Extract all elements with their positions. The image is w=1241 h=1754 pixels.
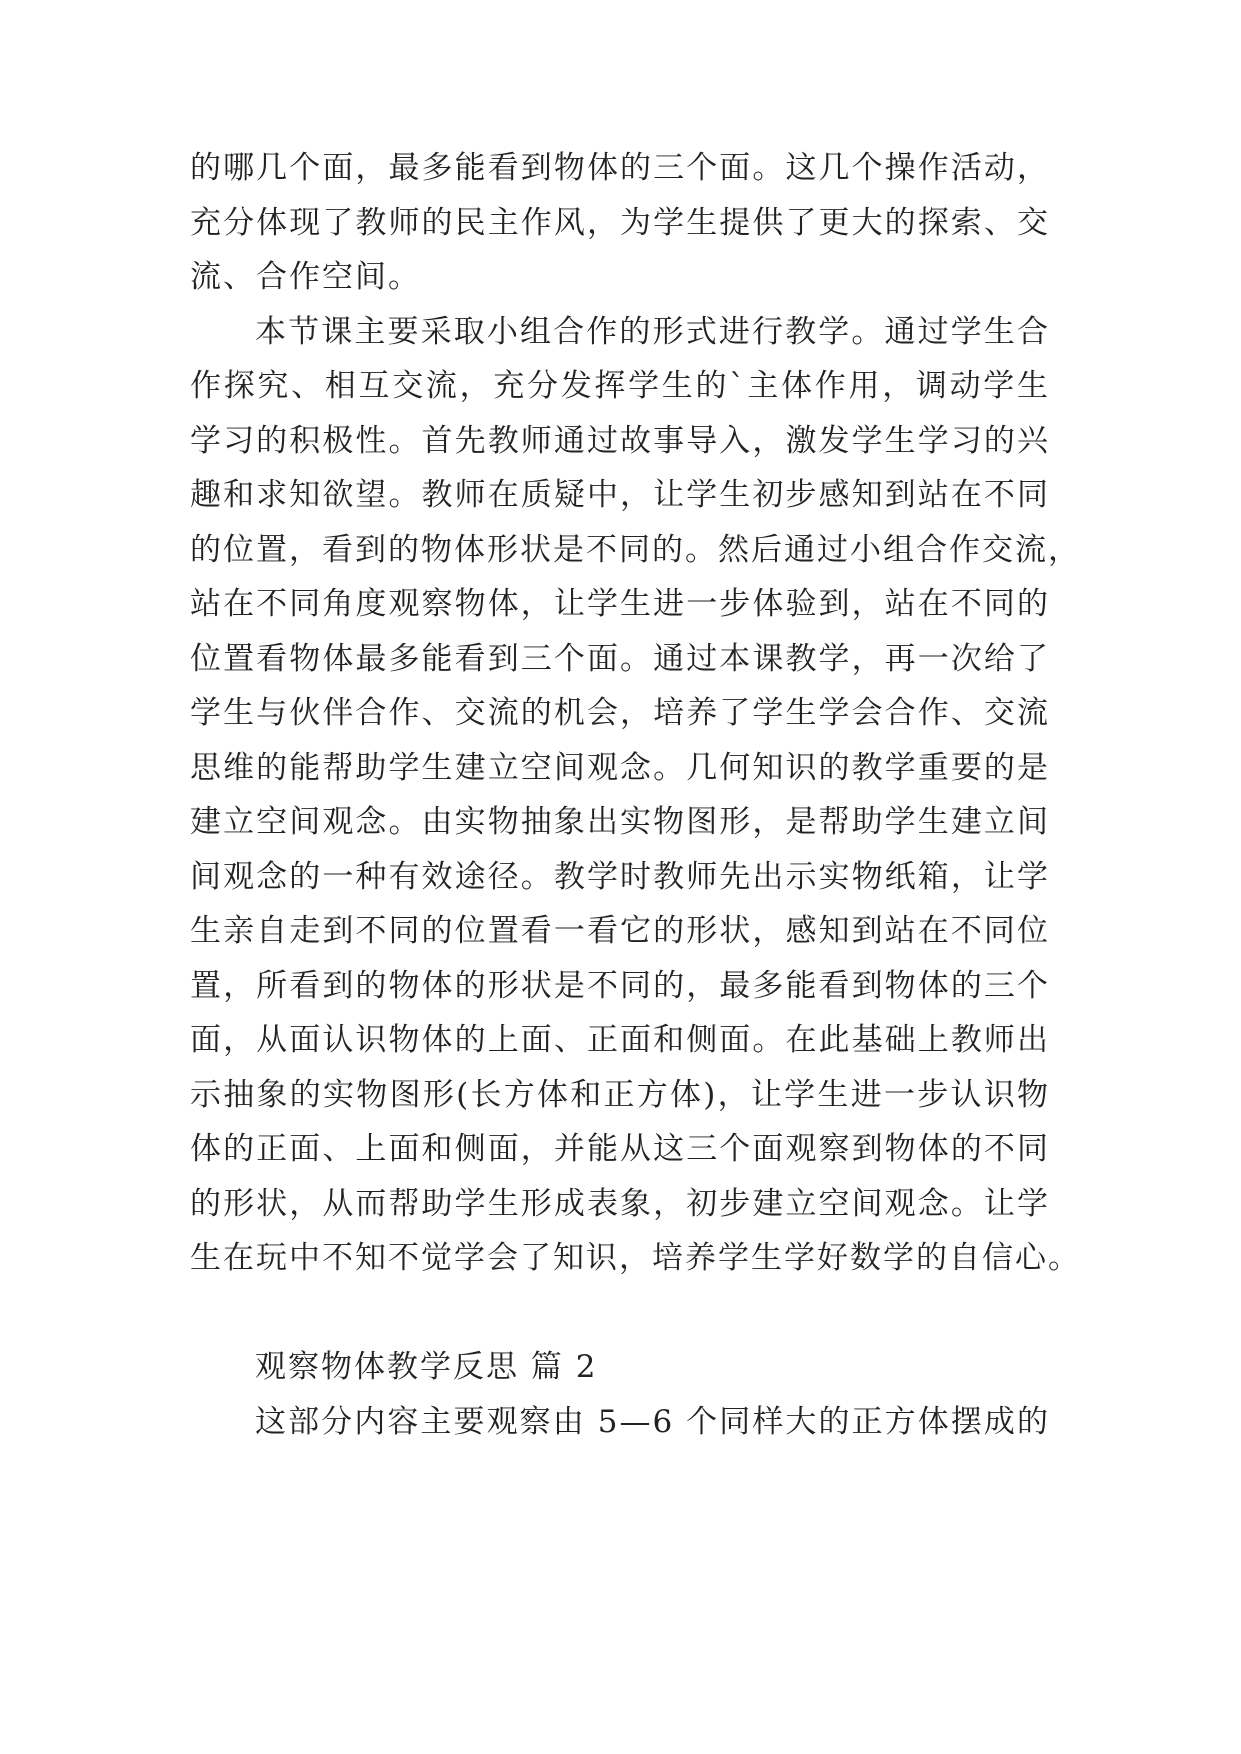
text-line: 建立空间观念。由实物抽象出实物图形，是帮助学生建立间 bbox=[190, 804, 1050, 840]
text-line: 示抽象的实物图形(长方体和正方体)，让学生进一步认识物 bbox=[190, 1077, 1050, 1113]
text-line: 的位置，看到的物体形状是不同的。然后通过小组合作交流， bbox=[190, 532, 1081, 568]
text-line: 生在玩中不知不觉学会了知识，培养学生学好数学的自信心。 bbox=[190, 1240, 1081, 1276]
text-line: 趣和求知欲望。教师在质疑中，让学生初步感知到站在不同 bbox=[190, 477, 1050, 513]
text-line: 的形状，从而帮助学生形成表象，初步建立空间观念。让学 bbox=[190, 1186, 1050, 1222]
text-line: 间观念的一种有效途径。教学时教师先出示实物纸箱，让学 bbox=[190, 859, 1050, 895]
text-line: 的哪几个面，最多能看到物体的三个面。这几个操作活动， bbox=[190, 150, 1050, 186]
text-line: 学习的积极性。首先教师通过故事导入，激发学生学习的兴 bbox=[190, 423, 1050, 459]
text-line: 位置看物体最多能看到三个面。通过本课教学，再一次给了 bbox=[190, 641, 1050, 677]
text-line: 流、合作空间。 bbox=[190, 259, 421, 295]
text-line: 思维的能帮助学生建立空间观念。几何知识的教学重要的是 bbox=[190, 750, 1050, 786]
text-line: 生亲自走到不同的位置看一看它的形状，感知到站在不同位 bbox=[190, 913, 1050, 949]
text-line: 本节课主要采取小组合作的形式进行教学。通过学生合 bbox=[255, 314, 1050, 350]
text-line: 这部分内容主要观察由 5—6 个同样大的正方体摆成的 bbox=[255, 1404, 1050, 1440]
section-heading: 观察物体教学反思 篇 2 bbox=[255, 1349, 598, 1385]
text-line: 置，所看到的物体的形状是不同的，最多能看到物体的三个 bbox=[190, 968, 1050, 1004]
text-line: 作探究、相互交流，充分发挥学生的`主体作用，调动学生 bbox=[190, 368, 1050, 404]
text-line: 学生与伙伴合作、交流的机会，培养了学生学会合作、交流 bbox=[190, 695, 1050, 731]
text-line: 体的正面、上面和侧面，并能从这三个面观察到物体的不同 bbox=[190, 1131, 1050, 1167]
text-line: 站在不同角度观察物体，让学生进一步体验到，站在不同的 bbox=[190, 586, 1050, 622]
text-line: 充分体现了教师的民主作风，为学生提供了更大的探索、交 bbox=[190, 205, 1050, 241]
text-line: 面，从面认识物体的上面、正面和侧面。在此基础上教师出 bbox=[190, 1022, 1050, 1058]
